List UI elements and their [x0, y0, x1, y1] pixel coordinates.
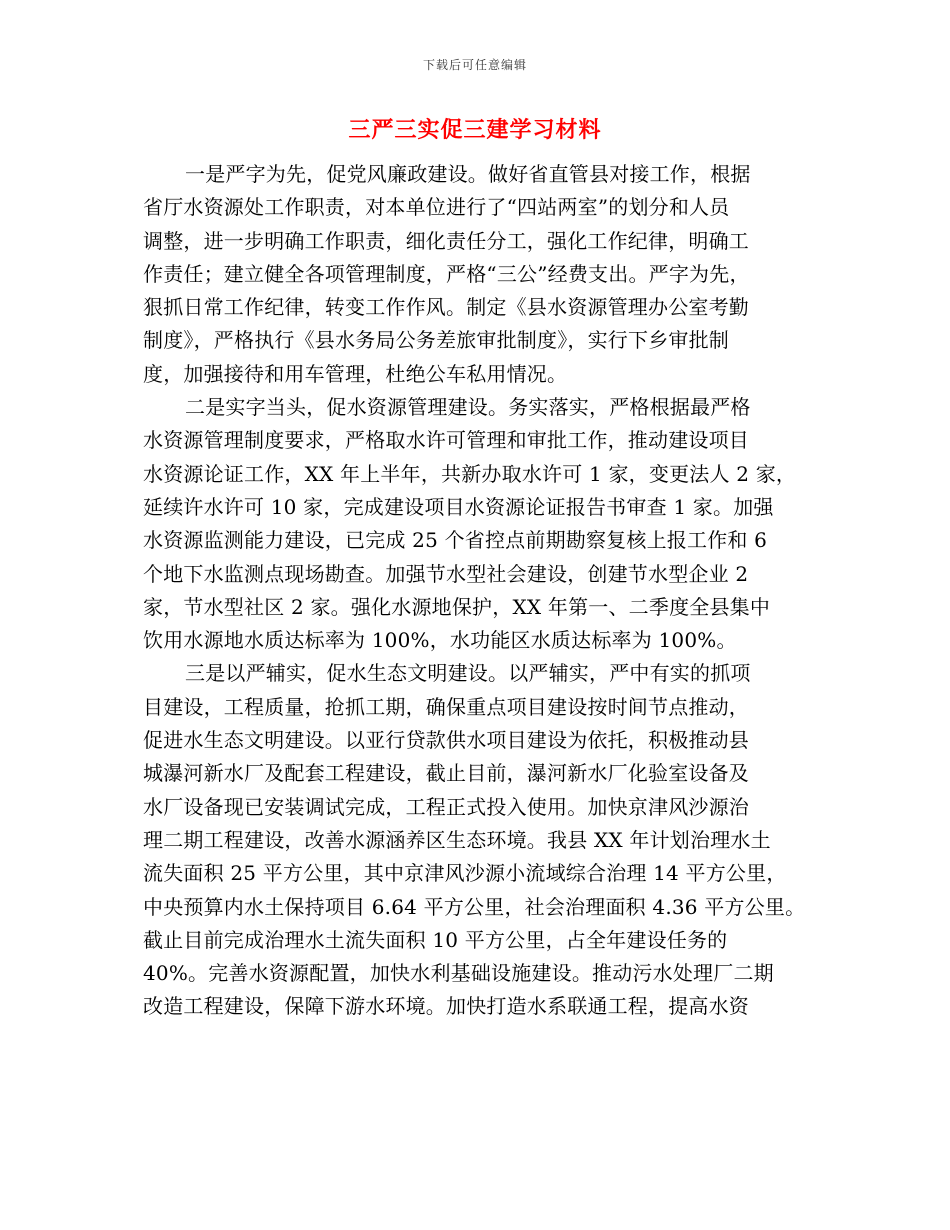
paragraph-1-line: 度，加强接待和用车管理，杜绝公车私用情况。 — [143, 361, 568, 386]
paragraph-2-line: 饮用水源地水质达标率为 100%，水功能区水质达标率为 100%。 — [143, 628, 737, 653]
paragraph-1-line: 省厅水资源处工作职责，对本单位进行了“四站两室”的划分和人员 — [143, 195, 730, 220]
paragraph-2-line: 家，节水型社区 2 家。强化水源地保护，XX 年第一、二季度全县集中 — [143, 594, 771, 619]
paragraph-3-line: 三是以严辅实，促水生态文明建设。以严辅实，严中有实的抓项 — [185, 661, 751, 686]
paragraph-3-line: 截止目前完成治理水土流失面积 10 平方公里，占全年建设任务的 — [143, 927, 728, 952]
paragraph-3-line: 理二期工程建设，改善水源涵养区生态环境。我县 XX 年计划治理水土 — [143, 827, 771, 852]
paragraph-3-line: 目建设，工程质量，抢抓工期，确保重点项目建设按时间节点推动， — [143, 694, 749, 719]
paragraph-2-line: 水资源管理制度要求，严格取水许可管理和审批工作，推动建设项目 — [143, 428, 749, 453]
paragraph-1-line: 作责任；建立健全各项管理制度，严格“三公”经费支出。严字为先， — [143, 261, 750, 286]
paragraph-2-line: 延续许水许可 10 家，完成建设项目水资源论证报告书审查 1 家。加强 — [143, 494, 774, 519]
paragraph-1-line: 一是严字为先，促党风廉政建设。做好省直管县对接工作，根据 — [185, 162, 751, 186]
paragraph-1-line: 调整，进一步明确工作职责，细化责任分工，强化工作纪律，明确工 — [143, 228, 749, 253]
document-title: 三严三实促三建学习材料 — [348, 117, 602, 143]
paragraph-2-line: 二是实字当头，促水资源管理建设。务实落实，严格根据最严格 — [185, 395, 751, 420]
header-note: 下载后可任意编辑 — [422, 58, 527, 72]
paragraph-3-line: 促进水生态文明建设。以亚行贷款供水项目建设为依托，积极推动县 — [143, 728, 749, 753]
paragraph-1-line: 制度》，严格执行《县水务局公务差旅审批制度》，实行下乡审批制 — [143, 328, 729, 353]
paragraph-3-line: 改造工程建设，保障下游水环境。加快打造水系联通工程，提高水资 — [143, 994, 749, 1019]
paragraph-3-line: 中央预算内水土保持项目 6.64 平方公里，社会治理面积 4.36 平方公里。 — [143, 894, 806, 919]
paragraph-3-line: 流失面积 25 平方公里，其中京津风沙源小流域综合治理 14 平方公里， — [143, 861, 787, 886]
paragraph-2-line: 水资源监测能力建设，已完成 25 个省控点前期勘察复核上报工作和 6 — [143, 528, 768, 553]
paragraph-3-line: 水厂设备现已安装调试完成，工程正式投入使用。加快京津风沙源治 — [143, 794, 749, 819]
paragraph-2-line: 个地下水监测点现场勘查。加强节水型社会建设，创建节水型企业 2 — [143, 561, 749, 586]
paragraph-1-line: 狠抓日常工作纪律，转变工作作风。制定《县水资源管理办公室考勤 — [143, 295, 749, 320]
document-body — [143, 158, 823, 1024]
paragraph-3-line: 城瀑河新水厂及配套工程建设，截止目前，瀑河新水厂化验室设备及 — [143, 761, 749, 786]
paragraph-2-line: 水资源论证工作，XX 年上半年，共新办取水许可 1 家，变更法人 2 家， — [143, 461, 797, 486]
paragraph-3-line: 40%。完善水资源配置，加快水利基础设施建设。推动污水处理厂二期 — [143, 961, 774, 986]
